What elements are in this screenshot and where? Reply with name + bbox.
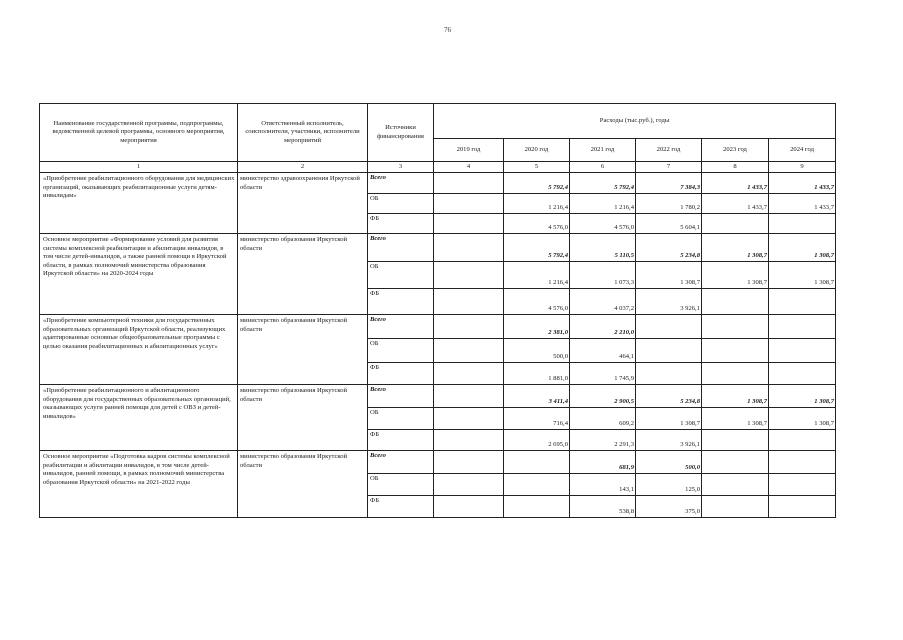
value-cell: 1 308,7	[769, 234, 836, 262]
value-cell: 375,0	[636, 496, 702, 518]
value-cell: 1 216,4	[504, 194, 570, 214]
value-cell	[702, 363, 769, 385]
value-cell: 1 433,7	[702, 173, 769, 194]
source-label: Всего	[368, 173, 434, 194]
source-label: Всего	[368, 315, 434, 339]
value-cell	[702, 289, 769, 315]
value-cell: 4 576,0	[504, 289, 570, 315]
value-cell	[769, 496, 836, 518]
value-cell: 681,9	[570, 451, 636, 474]
column-number: 9	[769, 162, 836, 173]
value-cell	[769, 214, 836, 234]
column-number: 7	[636, 162, 702, 173]
value-cell: 1 433,7	[702, 194, 769, 214]
column-number: 4	[434, 162, 504, 173]
value-cell	[636, 339, 702, 363]
value-cell: 716,4	[504, 408, 570, 430]
source-label: Всего	[368, 385, 434, 408]
value-cell	[434, 385, 504, 408]
value-cell: 1 308,7	[769, 408, 836, 430]
table-row	[40, 234, 836, 262]
activity-executor: министерство образования Иркутской области	[238, 234, 368, 315]
value-cell: 2 695,0	[504, 430, 570, 451]
column-number: 2	[238, 162, 368, 173]
header-executor: Ответственный исполнитель, соисполнители, участники, исполнители мероприятий	[238, 104, 368, 162]
value-cell	[769, 430, 836, 451]
header-year: 2020 год	[504, 139, 570, 162]
value-cell: 1 780,2	[636, 194, 702, 214]
header-year: 2019 год	[434, 139, 504, 162]
value-cell: 1 308,7	[702, 262, 769, 289]
value-cell	[702, 474, 769, 496]
source-label: ФБ	[368, 496, 434, 518]
value-cell: 1 308,7	[636, 408, 702, 430]
value-cell	[434, 496, 504, 518]
source-label: ФБ	[368, 430, 434, 451]
value-cell	[702, 430, 769, 451]
source-label: ФБ	[368, 363, 434, 385]
column-number: 8	[702, 162, 769, 173]
page-number: 76	[444, 26, 451, 34]
value-cell: 5 792,4	[570, 173, 636, 194]
value-cell	[434, 363, 504, 385]
value-cell: 538,8	[570, 496, 636, 518]
source-label: Всего	[368, 451, 434, 474]
value-cell: 1 881,0	[504, 363, 570, 385]
value-cell: 143,1	[570, 474, 636, 496]
value-cell	[434, 474, 504, 496]
source-label: ОБ	[368, 339, 434, 363]
source-label: ОБ	[368, 194, 434, 214]
table-row	[40, 451, 836, 474]
value-cell: 5 234,8	[636, 385, 702, 408]
value-cell	[769, 474, 836, 496]
value-cell	[769, 451, 836, 474]
value-cell	[434, 451, 504, 474]
activity-name: «Приобретение компьютерной техники для государственных образовательных организаций Иркутской области, реализующих адаптированные основные общеобразовательные программы с целью оказания реабилитационных и абилитационных услуг»	[40, 315, 238, 385]
value-cell: 2 381,0	[504, 315, 570, 339]
value-cell	[702, 496, 769, 518]
value-cell: 3 926,1	[636, 289, 702, 315]
value-cell: 5 110,5	[570, 234, 636, 262]
value-cell: 2 900,5	[570, 385, 636, 408]
table-row	[40, 315, 836, 339]
column-number: 3	[368, 162, 434, 173]
header-expenses: Расходы (тыс.руб.), годы	[434, 104, 836, 139]
value-cell	[769, 363, 836, 385]
header-year: 2023 год	[702, 139, 769, 162]
value-cell: 500,0	[636, 451, 702, 474]
value-cell: 464,1	[570, 339, 636, 363]
value-cell	[504, 451, 570, 474]
value-cell	[769, 315, 836, 339]
value-cell: 1 745,9	[570, 363, 636, 385]
value-cell	[769, 289, 836, 315]
value-cell	[434, 408, 504, 430]
source-label: ФБ	[368, 214, 434, 234]
value-cell	[636, 363, 702, 385]
header-year: 2024 год	[769, 139, 836, 162]
header-year: 2021 год	[570, 139, 636, 162]
table-row	[40, 385, 836, 408]
value-cell: 5 234,8	[636, 234, 702, 262]
value-cell	[434, 262, 504, 289]
activity-name: «Приобретение реабилитационного и абилитационного оборудования для государственных образовательных организаций, оказывающих услуги ранней помощи для детей с ОВЗ и детей-инвалидов»	[40, 385, 238, 451]
value-cell	[504, 474, 570, 496]
column-number: 1	[40, 162, 238, 173]
source-label: ФБ	[368, 289, 434, 315]
value-cell	[434, 194, 504, 214]
value-cell: 1 308,7	[702, 385, 769, 408]
activity-name: Основное мероприятие «Формирование условий для развития системы комплексной реабилитации и абилитации инвалидов, в том числе детей-инвалидов, а также ранней помощи в Иркутской области, в рамках полномочий министерства образования Иркутской области» на 2020-2024 годы	[40, 234, 238, 315]
activity-executor: министерство образования Иркутской области	[238, 385, 368, 451]
header-sources: Источники финансирования	[368, 104, 434, 162]
value-cell: 3 411,4	[504, 385, 570, 408]
value-cell: 1 433,7	[769, 173, 836, 194]
value-cell: 500,0	[504, 339, 570, 363]
source-label: ОБ	[368, 474, 434, 496]
value-cell: 1 308,7	[702, 234, 769, 262]
value-cell: 125,0	[636, 474, 702, 496]
table-row	[40, 173, 836, 194]
value-cell	[434, 289, 504, 315]
budget-table	[39, 103, 836, 518]
value-cell: 1 308,7	[702, 408, 769, 430]
value-cell	[702, 339, 769, 363]
activity-executor: министерство здравоохранения Иркутской области	[238, 173, 368, 234]
value-cell: 609,2	[570, 408, 636, 430]
value-cell: 1 308,7	[769, 262, 836, 289]
value-cell: 1 433,7	[769, 194, 836, 214]
value-cell: 5 604,1	[636, 214, 702, 234]
source-label: Всего	[368, 234, 434, 262]
value-cell	[434, 214, 504, 234]
activity-name: Основное мероприятие «Подготовка кадров системы комплексной реабилитации и абилитации инвалидов, в том числе детей-инвалидов, ранней помощи, в рамках полномочий министерства образования Иркутской области» на 2021-2022 годы	[40, 451, 238, 518]
column-number: 5	[504, 162, 570, 173]
value-cell: 4 037,2	[570, 289, 636, 315]
header-year: 2022 год	[636, 139, 702, 162]
value-cell: 4 576,0	[504, 214, 570, 234]
value-cell: 4 576,0	[570, 214, 636, 234]
value-cell	[434, 315, 504, 339]
value-cell	[636, 315, 702, 339]
activity-executor: министерство образования Иркутской области	[238, 451, 368, 518]
value-cell	[434, 430, 504, 451]
activity-executor: министерство образования Иркутской области	[238, 315, 368, 385]
value-cell: 1 073,3	[570, 262, 636, 289]
source-label: ОБ	[368, 262, 434, 289]
value-cell	[434, 234, 504, 262]
value-cell: 1 216,4	[504, 262, 570, 289]
column-number: 6	[570, 162, 636, 173]
source-label: ОБ	[368, 408, 434, 430]
header-row	[40, 104, 836, 139]
value-cell	[504, 496, 570, 518]
column-numbers-row	[40, 162, 836, 173]
value-cell: 1 216,4	[570, 194, 636, 214]
value-cell: 1 308,7	[769, 385, 836, 408]
value-cell	[434, 339, 504, 363]
value-cell: 3 926,1	[636, 430, 702, 451]
header-name: Наименование государственной программы, подпрограммы, ведомственной целевой программы, основного мероприятия, мероприятия	[40, 104, 238, 162]
value-cell	[769, 339, 836, 363]
value-cell: 2 210,0	[570, 315, 636, 339]
activity-name: «Приобретение реабилитационного оборудования для медицинских организаций, оказывающих реабилитационные услуги детям-инвалидам»	[40, 173, 238, 234]
value-cell: 2 291,3	[570, 430, 636, 451]
value-cell	[702, 214, 769, 234]
value-cell	[434, 173, 504, 194]
value-cell: 5 792,4	[504, 173, 570, 194]
value-cell	[702, 315, 769, 339]
value-cell: 1 308,7	[636, 262, 702, 289]
value-cell: 5 792,4	[504, 234, 570, 262]
value-cell	[702, 451, 769, 474]
value-cell: 7 384,3	[636, 173, 702, 194]
